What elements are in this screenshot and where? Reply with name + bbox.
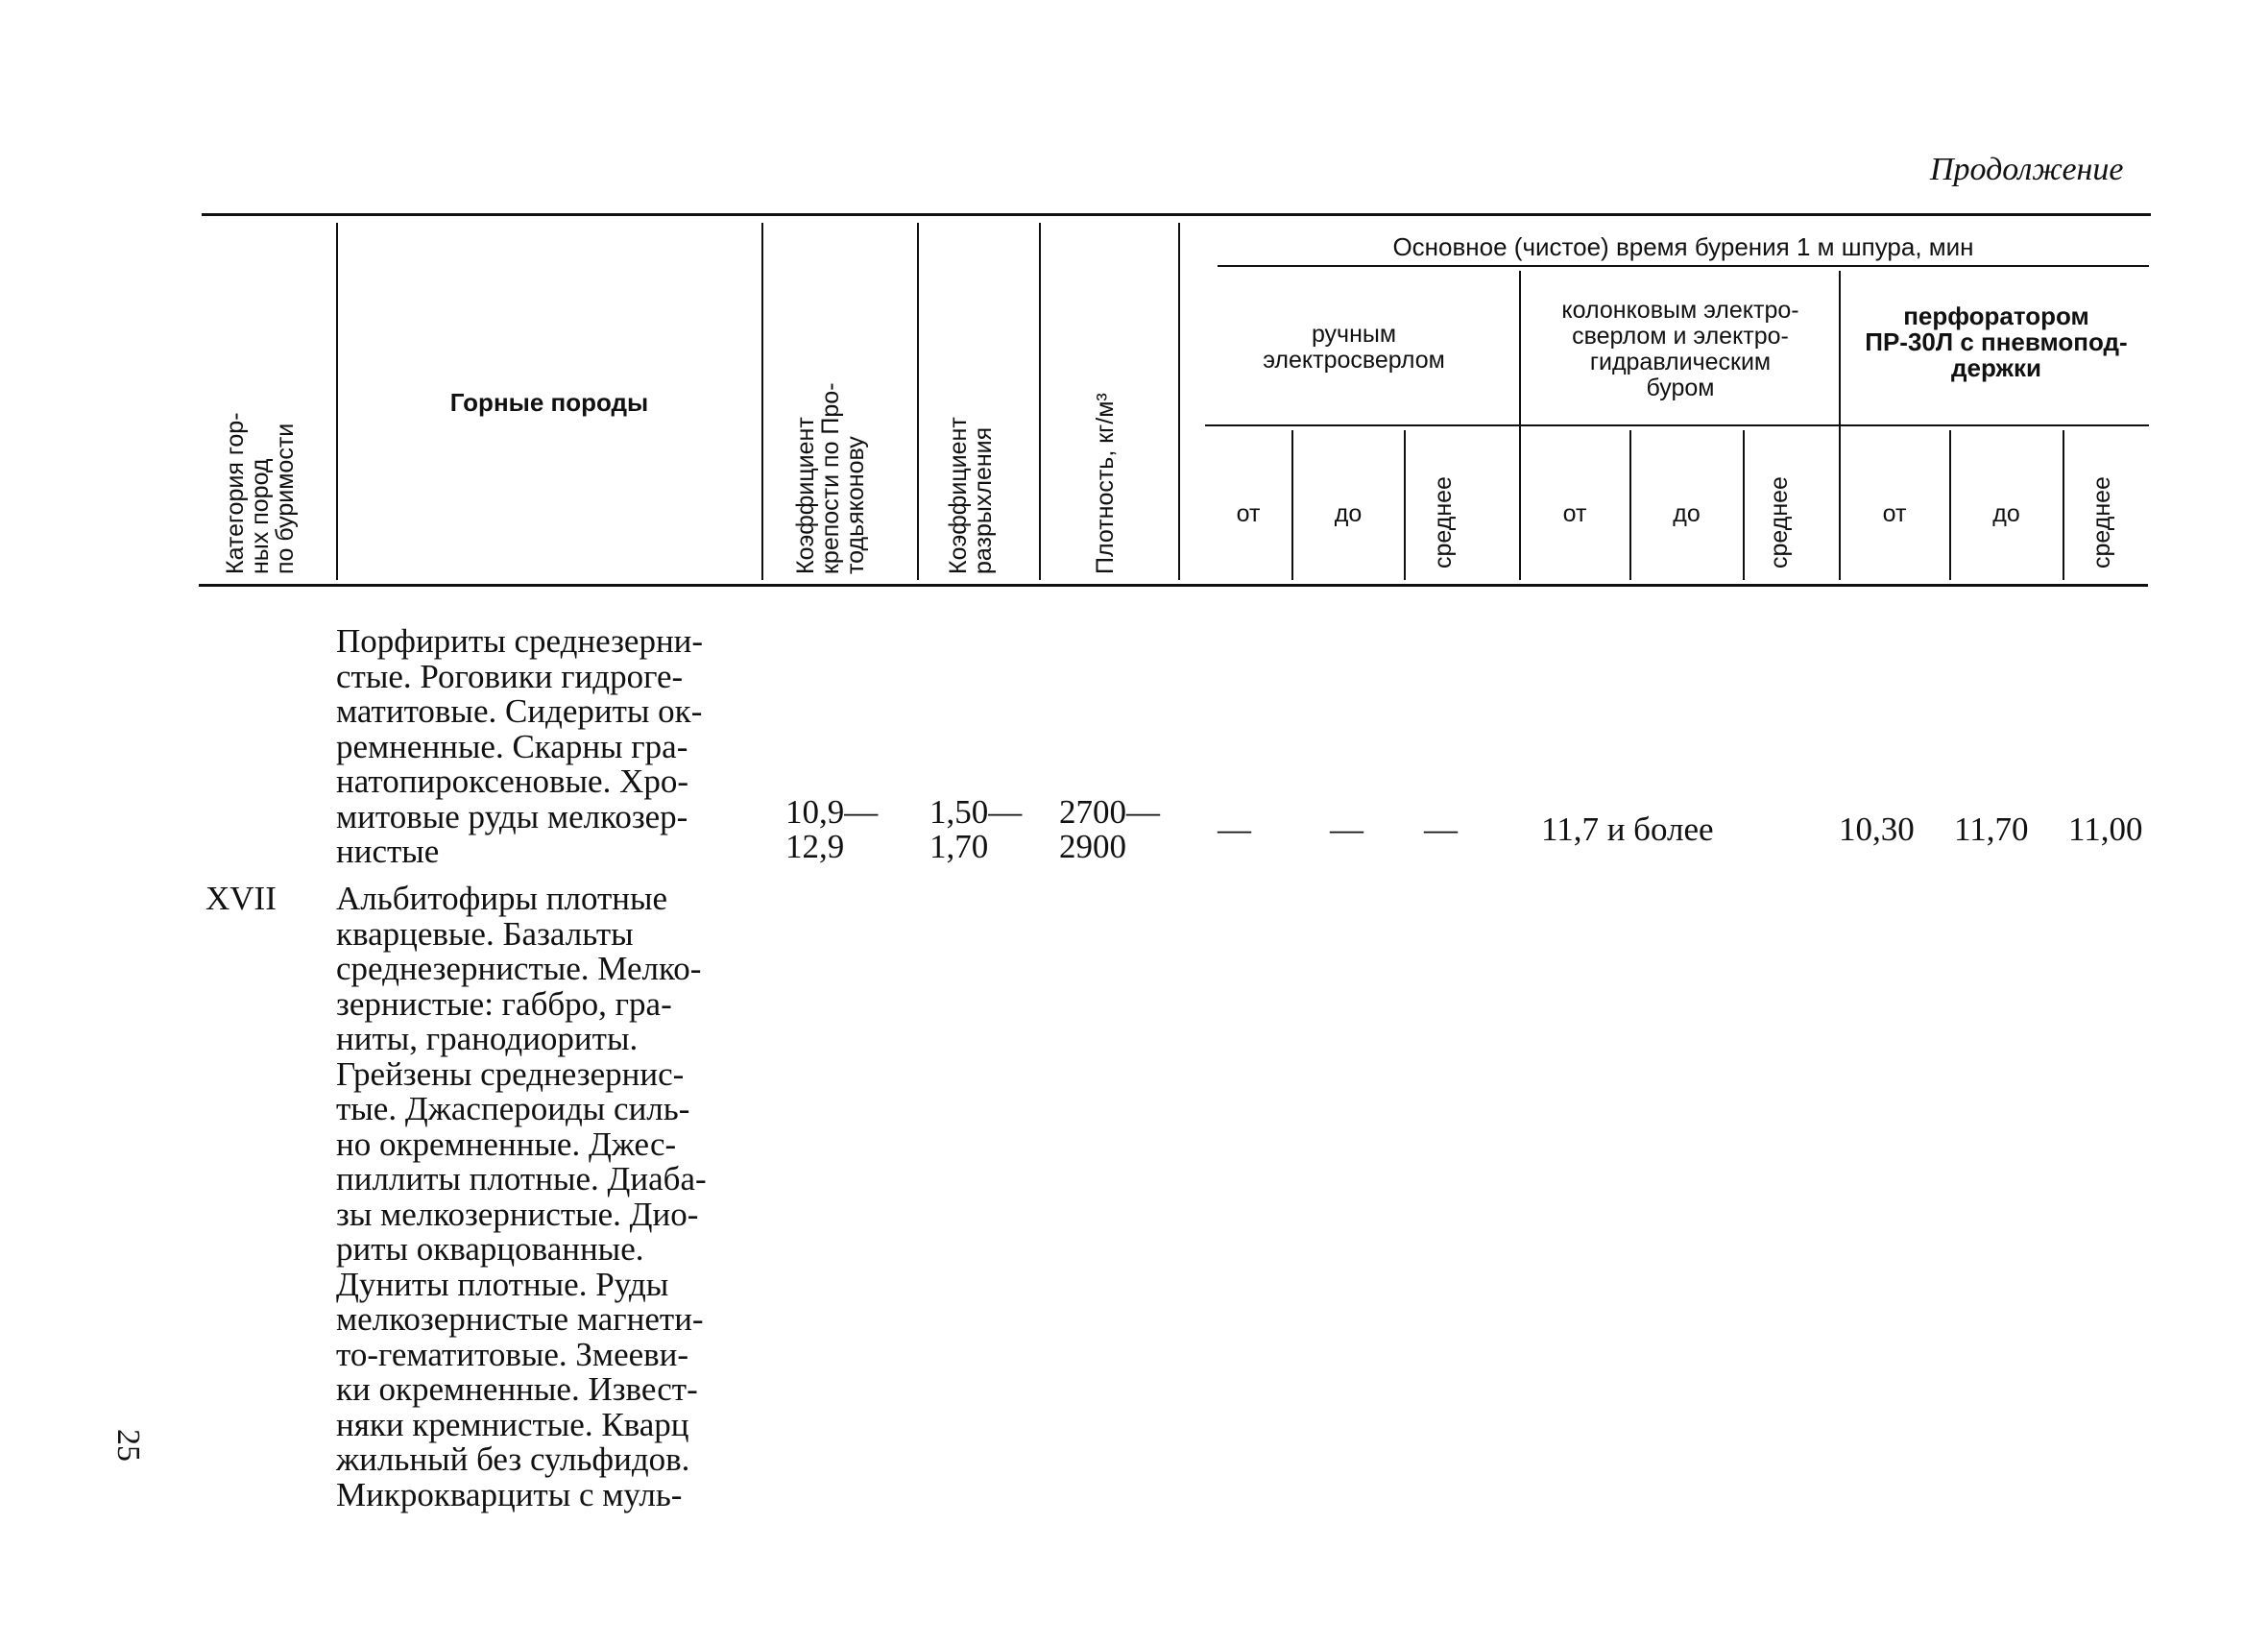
- sub-divider-3: [1629, 430, 1631, 580]
- col-divider-3: [917, 223, 919, 580]
- column-avg-label: среднее: [1766, 476, 1793, 568]
- density-header: Плотность, кг/м³: [1092, 393, 1119, 574]
- row1-perf-to: 11,70: [1954, 810, 2029, 848]
- row1-manual-from: —: [1218, 810, 1251, 848]
- row1-manual-avg: —: [1424, 810, 1458, 848]
- row2-rock-description: Альбитофиры плотные кварцевые. Базальты среднезернистые. Мелко- зернистые: габбро, гра- ниты, гранодиориты. Грейзены среднезернис- тые. Джаспероиды силь- но окремненные. Джес- пиллиты плотные. Диаба- зы мелкозернистые. Дио- риты окварцованные. Дуниты плотные. Руды мелкозернистые магнети- то-гематитовые. Змееви- ки окремненные. Извест- няки кремнистые. Кварц жильный без сульфидов. Микрокварциты с муль-: [336, 880, 707, 1513]
- col-divider-7: [1839, 271, 1841, 580]
- row1-rock-description: Порфириты среднезерни- стые. Роговики гидроге- матитовые. Сидериты ок- ремненные. Скарны гра- натопироксеновые. Хро- митовые руды мелкозер- нистые: [336, 622, 704, 870]
- sub-divider-6: [2063, 430, 2064, 580]
- page-number: 25: [110, 1429, 146, 1462]
- col-divider-4: [1039, 223, 1041, 580]
- header-top-rule: [202, 213, 2151, 216]
- rocks-header: Горные породы: [449, 388, 649, 417]
- sub-divider-4: [1743, 430, 1745, 580]
- row1-loosening: 1,50— 1,70: [929, 793, 1023, 865]
- perf-to-label: до: [1992, 500, 2020, 527]
- drilling-time-header: Основное (чистое) время бурения 1 м шпура, мин: [1392, 232, 1974, 261]
- perforator-header: перфоратором ПР-30Л с пневмопод- держки: [1865, 302, 2128, 382]
- category-header: Категория гор- ных пород по буримости: [222, 412, 299, 574]
- perf-from-label: от: [1882, 500, 1907, 527]
- manual-from-label: от: [1236, 500, 1261, 527]
- perf-avg-label: среднее: [2088, 476, 2115, 568]
- row1-column-value: 11,7 и более: [1541, 810, 1714, 848]
- column-to-label: до: [1673, 500, 1701, 527]
- manual-drill-header: ручным электросверлом: [1263, 321, 1445, 374]
- drilling-time-rule: [1218, 265, 2149, 267]
- column-drill-header: колонковым электро- сверлом и электро- гидравлическим буром: [1561, 297, 1799, 401]
- sub-divider-5: [1949, 430, 1951, 580]
- row2-category: XVII: [205, 880, 277, 917]
- row1-density: 2700— 2900: [1059, 793, 1160, 865]
- row1-perf-from: 10,30: [1839, 810, 1915, 848]
- manual-avg-label: среднее: [1430, 476, 1457, 568]
- header-bottom-rule: [199, 584, 2148, 587]
- sub-divider-1: [1291, 430, 1293, 580]
- manual-to-label: до: [1334, 500, 1363, 527]
- col-divider-2: [761, 223, 763, 580]
- subcolumn-rule: [1205, 424, 2149, 426]
- row1-perf-avg: 11,00: [2068, 810, 2143, 848]
- continuation-title: Продолжение: [1930, 152, 2124, 187]
- strength-header: Коэффициент крепости по Про- тодьяконову: [792, 382, 869, 574]
- row1-strength: 10,9— 12,9: [785, 793, 879, 865]
- column-from-label: от: [1562, 500, 1587, 527]
- row1-manual-to: —: [1330, 810, 1363, 848]
- col-divider-6: [1519, 271, 1521, 580]
- sub-divider-2: [1404, 430, 1406, 580]
- loosening-header: Коэффициент разрыхления: [945, 417, 997, 574]
- col-divider-5: [1178, 223, 1180, 580]
